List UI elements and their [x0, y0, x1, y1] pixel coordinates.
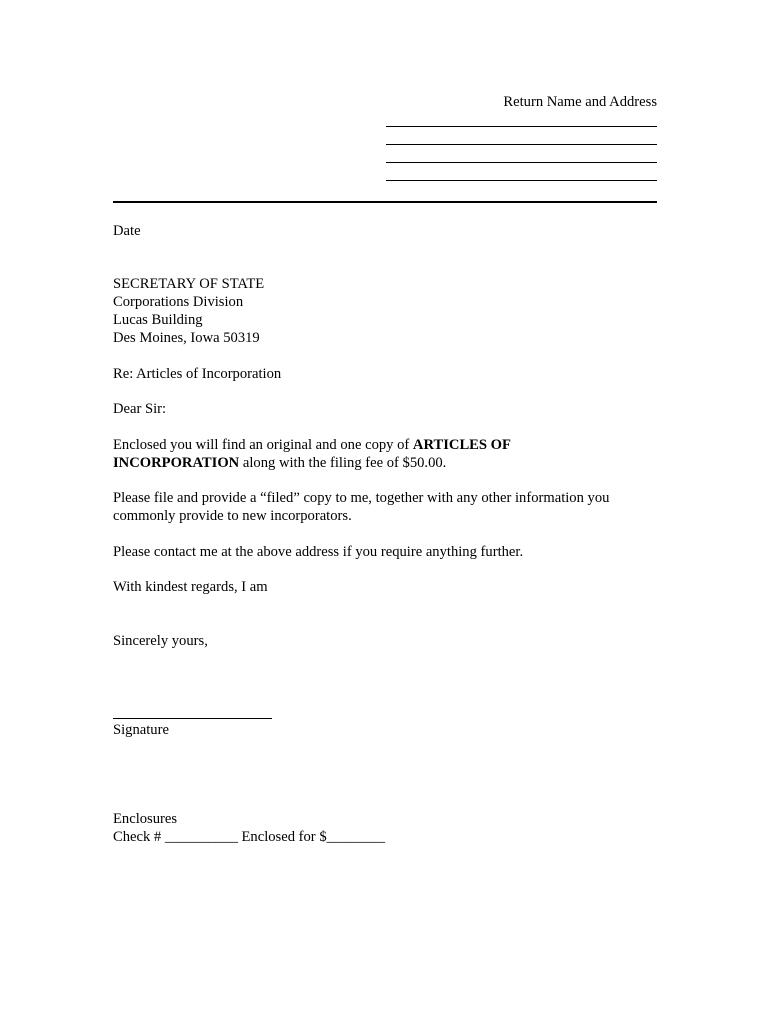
date-label: Date — [113, 223, 141, 239]
sign-off: Sincerely yours, — [113, 633, 208, 649]
paragraph-1-line-2 — [113, 454, 446, 472]
paragraph-2-line-1: Please file and provide a “filed” copy to me, together with any other information you — [113, 490, 610, 506]
recipient-line-3: Lucas Building — [113, 312, 203, 328]
amount-blank: ________ — [326, 829, 385, 845]
paragraph-1-text: Enclosed you will find an original and one copy of — [113, 437, 413, 453]
return-address-line-2 — [386, 144, 657, 145]
recipient-line-2: Corporations Division — [113, 294, 244, 310]
signature-label: Signature — [113, 722, 169, 738]
return-address-line-3 — [386, 162, 657, 163]
check-line — [113, 828, 385, 846]
enclosed-for-text: Enclosed for $ — [237, 829, 327, 845]
recipient-line-4: Des Moines, Iowa 50319 — [113, 330, 260, 346]
header-divider — [113, 201, 657, 203]
signature-line — [113, 718, 272, 719]
enclosures-label: Enclosures — [113, 811, 178, 827]
paragraph-1-text-cont: along with the filing fee of $50.00. — [239, 455, 447, 471]
return-address-title: Return Name and Address — [503, 94, 657, 110]
recipient-line-1: SECRETARY OF STATE — [113, 276, 265, 292]
paragraph-1-bold-title: ARTICLES OF — [412, 437, 511, 453]
return-address-line-1 — [386, 126, 657, 127]
paragraph-3: Please contact me at the above address if you require anything further. — [113, 544, 524, 560]
check-number-blank: __________ — [164, 829, 238, 845]
closing-line: With kindest regards, I am — [113, 579, 268, 595]
paragraph-2-line-2: commonly provide to new incorporators. — [113, 508, 352, 524]
paragraph-1-line-1 — [113, 436, 511, 454]
return-address-line-4 — [386, 180, 657, 181]
salutation: Dear Sir: — [113, 401, 167, 417]
paragraph-1-bold-title-cont: INCORPORATION — [113, 455, 240, 471]
re-line: Re: Articles of Incorporation — [113, 366, 282, 382]
check-prefix: Check # — [113, 829, 165, 845]
